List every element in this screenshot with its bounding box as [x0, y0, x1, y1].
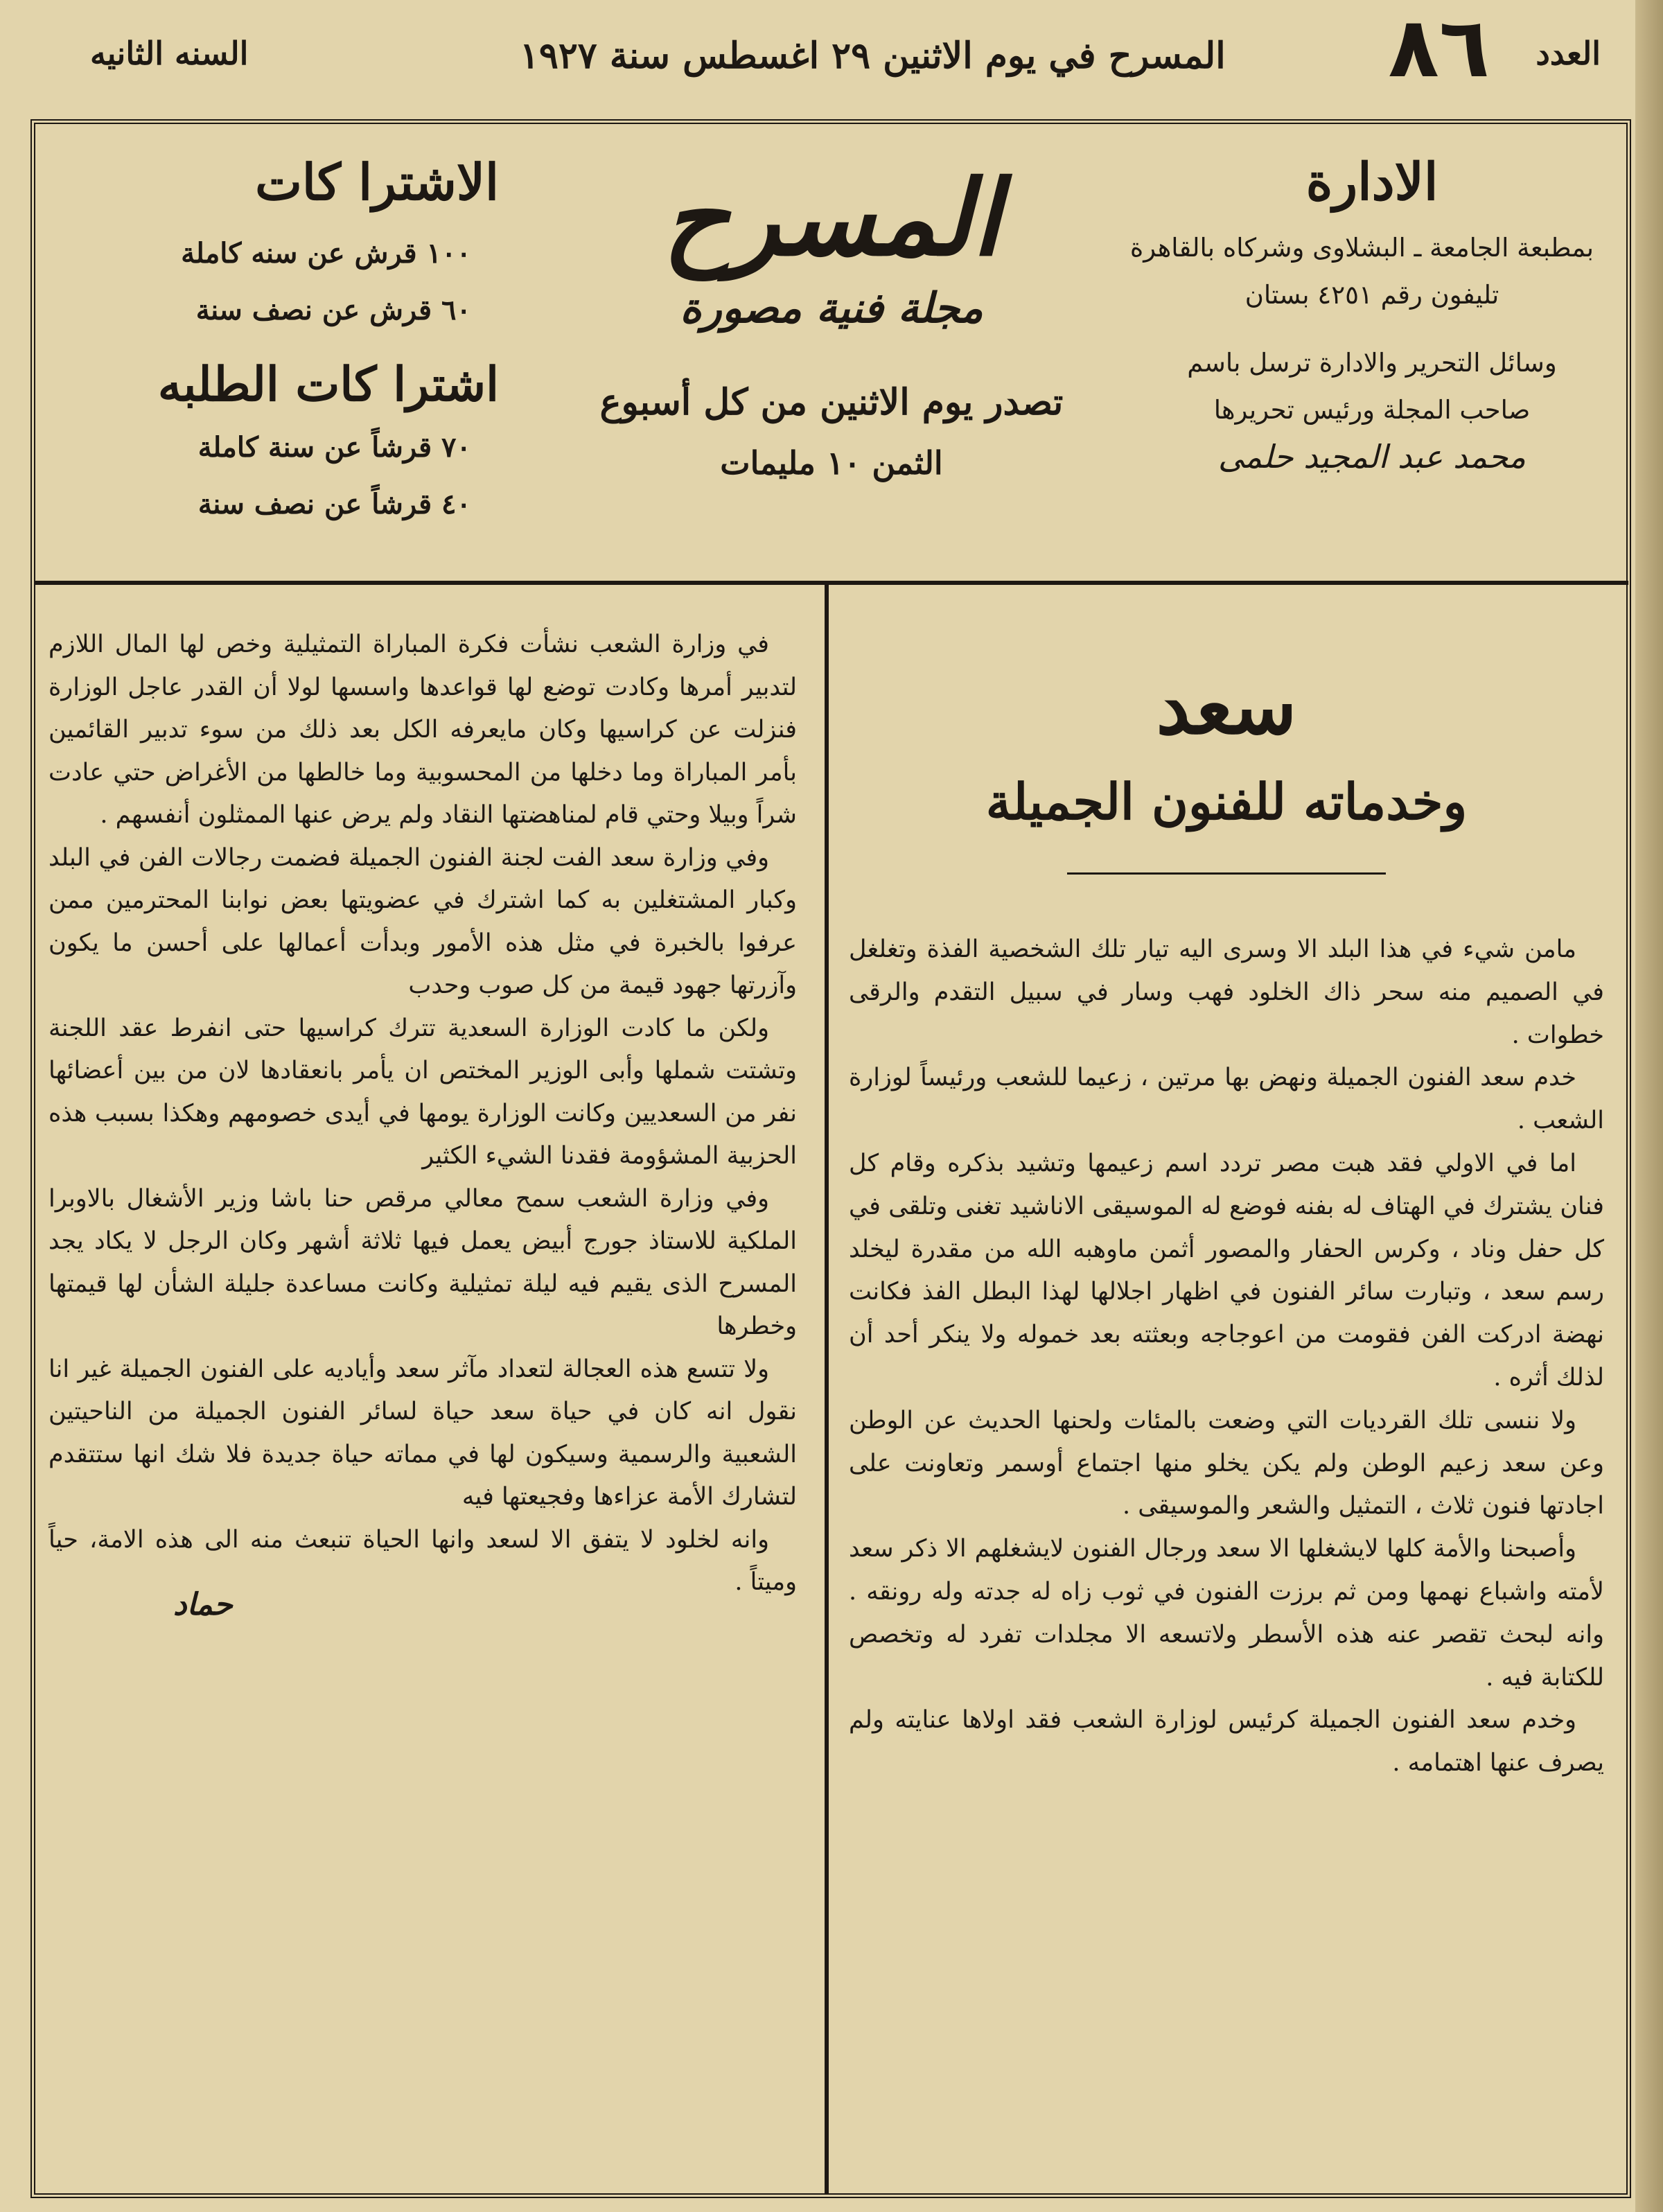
- student-subscriptions-heading: اشترا كات الطلبه: [157, 357, 499, 412]
- admin-heading: الادارة: [1305, 152, 1438, 212]
- admin-line: صاحب المجلة ورئيس تحريرها: [1213, 395, 1531, 425]
- year-label: السنه الثانيه: [90, 35, 249, 72]
- dateline: المسرح في يوم الاثنين ٢٩ اغسطس سنة ١٩٢٧: [520, 35, 1226, 77]
- author-signature: حماد: [173, 1586, 233, 1622]
- article-paragraph: وانه لخلود لا يتفق الا لسعد وانها الحياة تنبعث منه الى هذه الامة، حياً وميتاً .: [49, 1525, 797, 1596]
- article-subtitle: وخدماته للفنون الجميلة: [985, 772, 1468, 831]
- article-paragraph: ولكن ما كادت الوزارة السعدية تترك كراسيها حتى انفرط عقد اللجنة وتشتت شملها وأبى الوزير المختص ان يأمر بانعقادها لان من بين أعضائها نفر من السعديين وكانت الوزارة يومها في أيدى خصومهم وهكذا بسبب هذه الحزبية المشؤومة فقدنا الشيء الكثير: [49, 1014, 797, 1170]
- article-paragraph: خدم سعد الفنون الجميلة ونهض بها مرتين ، زعيما للشعب ورئيساً لوزارة الشعب .: [849, 1064, 1604, 1135]
- article-title: سعد: [1156, 662, 1297, 751]
- article-paragraph: وخدم سعد الفنون الجميلة كرئيس لوزارة الشعب فقد اولاها عنايته ولم يصرف عنها اهتمامه .: [849, 1706, 1604, 1778]
- article-paragraph: وفي وزارة الشعب سمح معالي مرقص حنا باشا وزير الأشغال بالاوبرا الملكية للاستاذ جورج أبيض يعمل فيها ثلاثة أشهر وكان الرجل لا يكاد يجد المسرح الذى يقيم فيه ليلة تمثيلية وكانت مساعدة جليلة الشأن لها قيمتها وخطرها: [49, 1184, 797, 1340]
- title-divider: [1067, 872, 1386, 875]
- subscriptions-heading: الاشترا كات: [255, 152, 499, 211]
- page-edge: [1635, 0, 1663, 2212]
- article-paragraph: وأصبحنا والأمة كلها لايشغلها الا سعد ورجال الفنون لايشغلهم الا ذكر سعد لأمته واشباع نهمها ومن ثم برزت الفنون في ثوب زاه له جدته وله رونقه . وانه لبحث تقصر عنه هذه الأسطر ولاتسعه الا مجلدات تفرد له وتخصص للكتابة فيه .: [849, 1535, 1604, 1692]
- article-paragraph: مامن شيء في هذا البلد الا وسرى اليه تيار تلك الشخصية الفذة وتغلغل في الصميم منه سحر ذاك الخلود فهب وسار في سبيل التقدم والرقى خطوات .: [849, 936, 1604, 1049]
- article-paragraph: وفي وزارة سعد الفت لجنة الفنون الجميلة فضمت رجالات الفن في البلد وكبار المشتغلين به كما اشترك في عضويتها بعض نوابنا المحترمين ممن عرفوا بالخبرة في مثل هذه الأمور وبدأت أعمالها على أحسن ما يكون وآزرتها جهود قيمة من كل صوب وحدب: [49, 843, 797, 999]
- article-paragraph: في وزارة الشعب نشأت فكرة المباراة التمثيلية وخص لها المال اللازم لتدبير أمرها وكادت توضع لها قواعدها واسسها لولا أن القدر عاجل الوزارة فنزلت عن كراسيها وكان مايعرفه الكل بعد ذلك من سوء تدبير القائمين بأمر المباراة وما دخلها من المحسوبية وما خالطها من الأغراض حتي عادت شراً وبيلا وحتي قام لمناهضتها النقاد ولم يرض عنها الممثلون أنفسهم .: [49, 631, 797, 829]
- article-paragraph: ولا ننسى تلك القرديات التي وضعت بالمئات ولحنها الحديث عن الوطن وعن سعد زعيم الوطن ولم يكن يخلو منها اجتماع أوسمر وتعاونت على اجادتها فنون ثلاث ، التمثيل والشعر والموسيقى .: [849, 1406, 1604, 1520]
- article-left-column: [49, 624, 797, 1626]
- subscriptions-block: [69, 152, 499, 533]
- article-right-column: [849, 929, 1604, 1785]
- issue-price: الثمن ١٠ مليمات: [720, 444, 943, 482]
- article-paragraph: ولا تتسع هذه العجالة لتعداد مآثر سعد وأياديه على الفنون الجميلة غير انا نقول انه كان في حياة سعد حياة لسائر الفنون الجميلة من الناحيتين الشعبية والرسمية وسيكون لها في مماته حياة جديدة فلا شك انها ستتقدم لتشارك الأمة عزاءها وفجيعتها فيه: [49, 1355, 797, 1511]
- student-subscription-line: ٤٠ قرشاً عن نصف سنة: [197, 488, 471, 520]
- issue-number: ٨٦: [1388, 0, 1490, 96]
- header-rule: [35, 581, 1628, 585]
- issue-label: العدد: [1536, 35, 1601, 72]
- student-subscription-line: ٧٠ قرشاً عن سنة كاملة: [197, 431, 471, 464]
- admin-block: [1129, 152, 1594, 475]
- magazine-subtitle: مجلة فنية مصورة: [680, 284, 983, 333]
- article-title-block: [859, 662, 1594, 875]
- subscription-line: ١٠٠ قرش عن سنه كاملة: [181, 237, 471, 270]
- admin-line: وسائل التحرير والادارة ترسل باسم: [1187, 348, 1557, 378]
- column-rule: [825, 583, 829, 2195]
- magazine-name: المسرح: [662, 157, 1001, 279]
- publication-frequency: تصدر يوم الاثنين من كل أسبوع: [599, 381, 1064, 423]
- subscription-line: ٦٠ قرش عن نصف سنة: [195, 294, 471, 326]
- admin-line: بمطبعة الجامعة ـ البشلاوى وشركاه بالقاهرة: [1129, 233, 1594, 263]
- article-paragraph: اما في الاولي فقد هبت مصر تردد اسم زعيمها وتشيد بذكره وقام كل فنان يشترك في الهتاف له بفنه فوضع له الموسيقى الاناشيد تغنى وتلقى في كل حفل وناد ، وكرس الحفار والمصور أثمن ماوهبه الله من مقدرة ليخلد رسم سعد ، وتبارت سائر الفنون في اظهار اجلالها لهذا البطل الفذ فكانت نهضة ادركت الفن فقومت من اعوجاجه وبعثته بعد خموله ولا ينكر أحد أن لذلك أثره .: [849, 1149, 1604, 1392]
- admin-line: تليفون رقم ٤٢٥١ بستان: [1244, 280, 1499, 310]
- masthead: [568, 159, 1095, 482]
- editor-signature: محمد عبد المجيد حلمى: [1217, 438, 1526, 475]
